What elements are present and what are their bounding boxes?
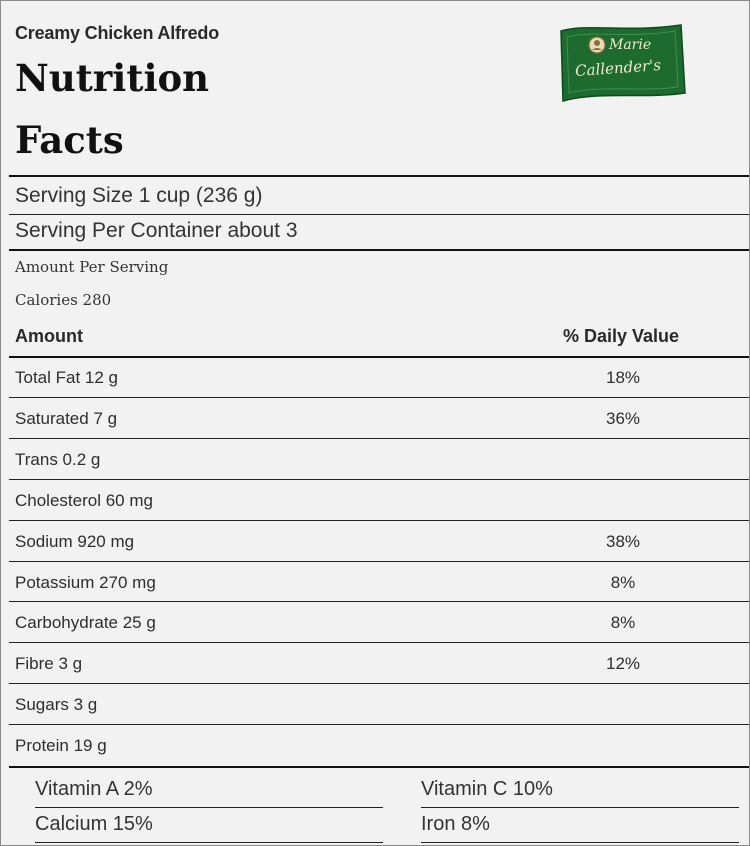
nutrient-label: Sugars 3 g <box>15 695 98 715</box>
divider <box>9 561 749 562</box>
nutrient-label: Total Fat 12 g <box>15 368 119 387</box>
vitamin-a: Vitamin A 2% <box>35 778 153 800</box>
nutrient-label: Potassium 270 mg <box>15 572 156 592</box>
nutrient-daily-value: 38% <box>605 531 641 551</box>
divider <box>9 601 749 602</box>
nutrient-label: Cholesterol 60 mg <box>15 490 153 510</box>
daily-value-header: % Daily Value <box>563 326 680 346</box>
divider <box>9 214 749 215</box>
amount-header: Amount <box>15 326 83 346</box>
amount-per-serving: Amount Per Serving <box>15 258 169 276</box>
nutrient-label: Saturated 7 g <box>15 408 118 428</box>
nutrient-label: Fibre 3 g <box>15 654 83 674</box>
divider <box>9 249 749 251</box>
divider <box>9 438 749 439</box>
divider <box>9 479 749 480</box>
divider <box>9 642 749 643</box>
divider <box>9 356 749 358</box>
divider <box>421 842 739 843</box>
product-name: Creamy Chicken Alfredo <box>15 23 219 43</box>
brand-logo <box>557 21 687 105</box>
divider <box>421 807 739 808</box>
divider <box>35 842 383 843</box>
nutrient-daily-value: 36% <box>605 408 641 428</box>
nutrient-daily-value: 8% <box>610 572 636 592</box>
title-facts: Facts <box>15 118 124 162</box>
calcium: Calcium 15% <box>35 813 153 835</box>
divider <box>9 175 749 177</box>
serving-size: Serving Size 1 cup (236 g) <box>15 184 263 207</box>
divider <box>35 807 383 808</box>
divider <box>9 724 749 725</box>
title-nutrition: Nutrition <box>15 56 210 100</box>
vitamin-c: Vitamin C 10% <box>421 778 553 800</box>
nutrient-daily-value: 8% <box>610 613 636 633</box>
servings-per-container: Serving Per Container about 3 <box>15 219 298 242</box>
nutrient-daily-value: 12% <box>605 654 641 674</box>
divider <box>9 397 749 398</box>
brand-logo-line2: Callender's <box>574 56 662 80</box>
nutrient-label: Carbohydrate 25 g <box>15 613 156 633</box>
nutrient-label: Sodium 920 mg <box>15 531 135 551</box>
nutrient-label: Trans 0.2 g <box>15 449 101 469</box>
nutrient-daily-value: 18% <box>605 368 641 387</box>
iron: Iron 8% <box>421 813 490 835</box>
calories: Calories 280 <box>15 291 112 309</box>
brand-logo-line1: Marie <box>609 37 652 53</box>
divider <box>9 520 749 521</box>
divider <box>9 683 749 684</box>
divider <box>9 766 749 768</box>
nutrient-label: Protein 19 g <box>15 736 107 756</box>
